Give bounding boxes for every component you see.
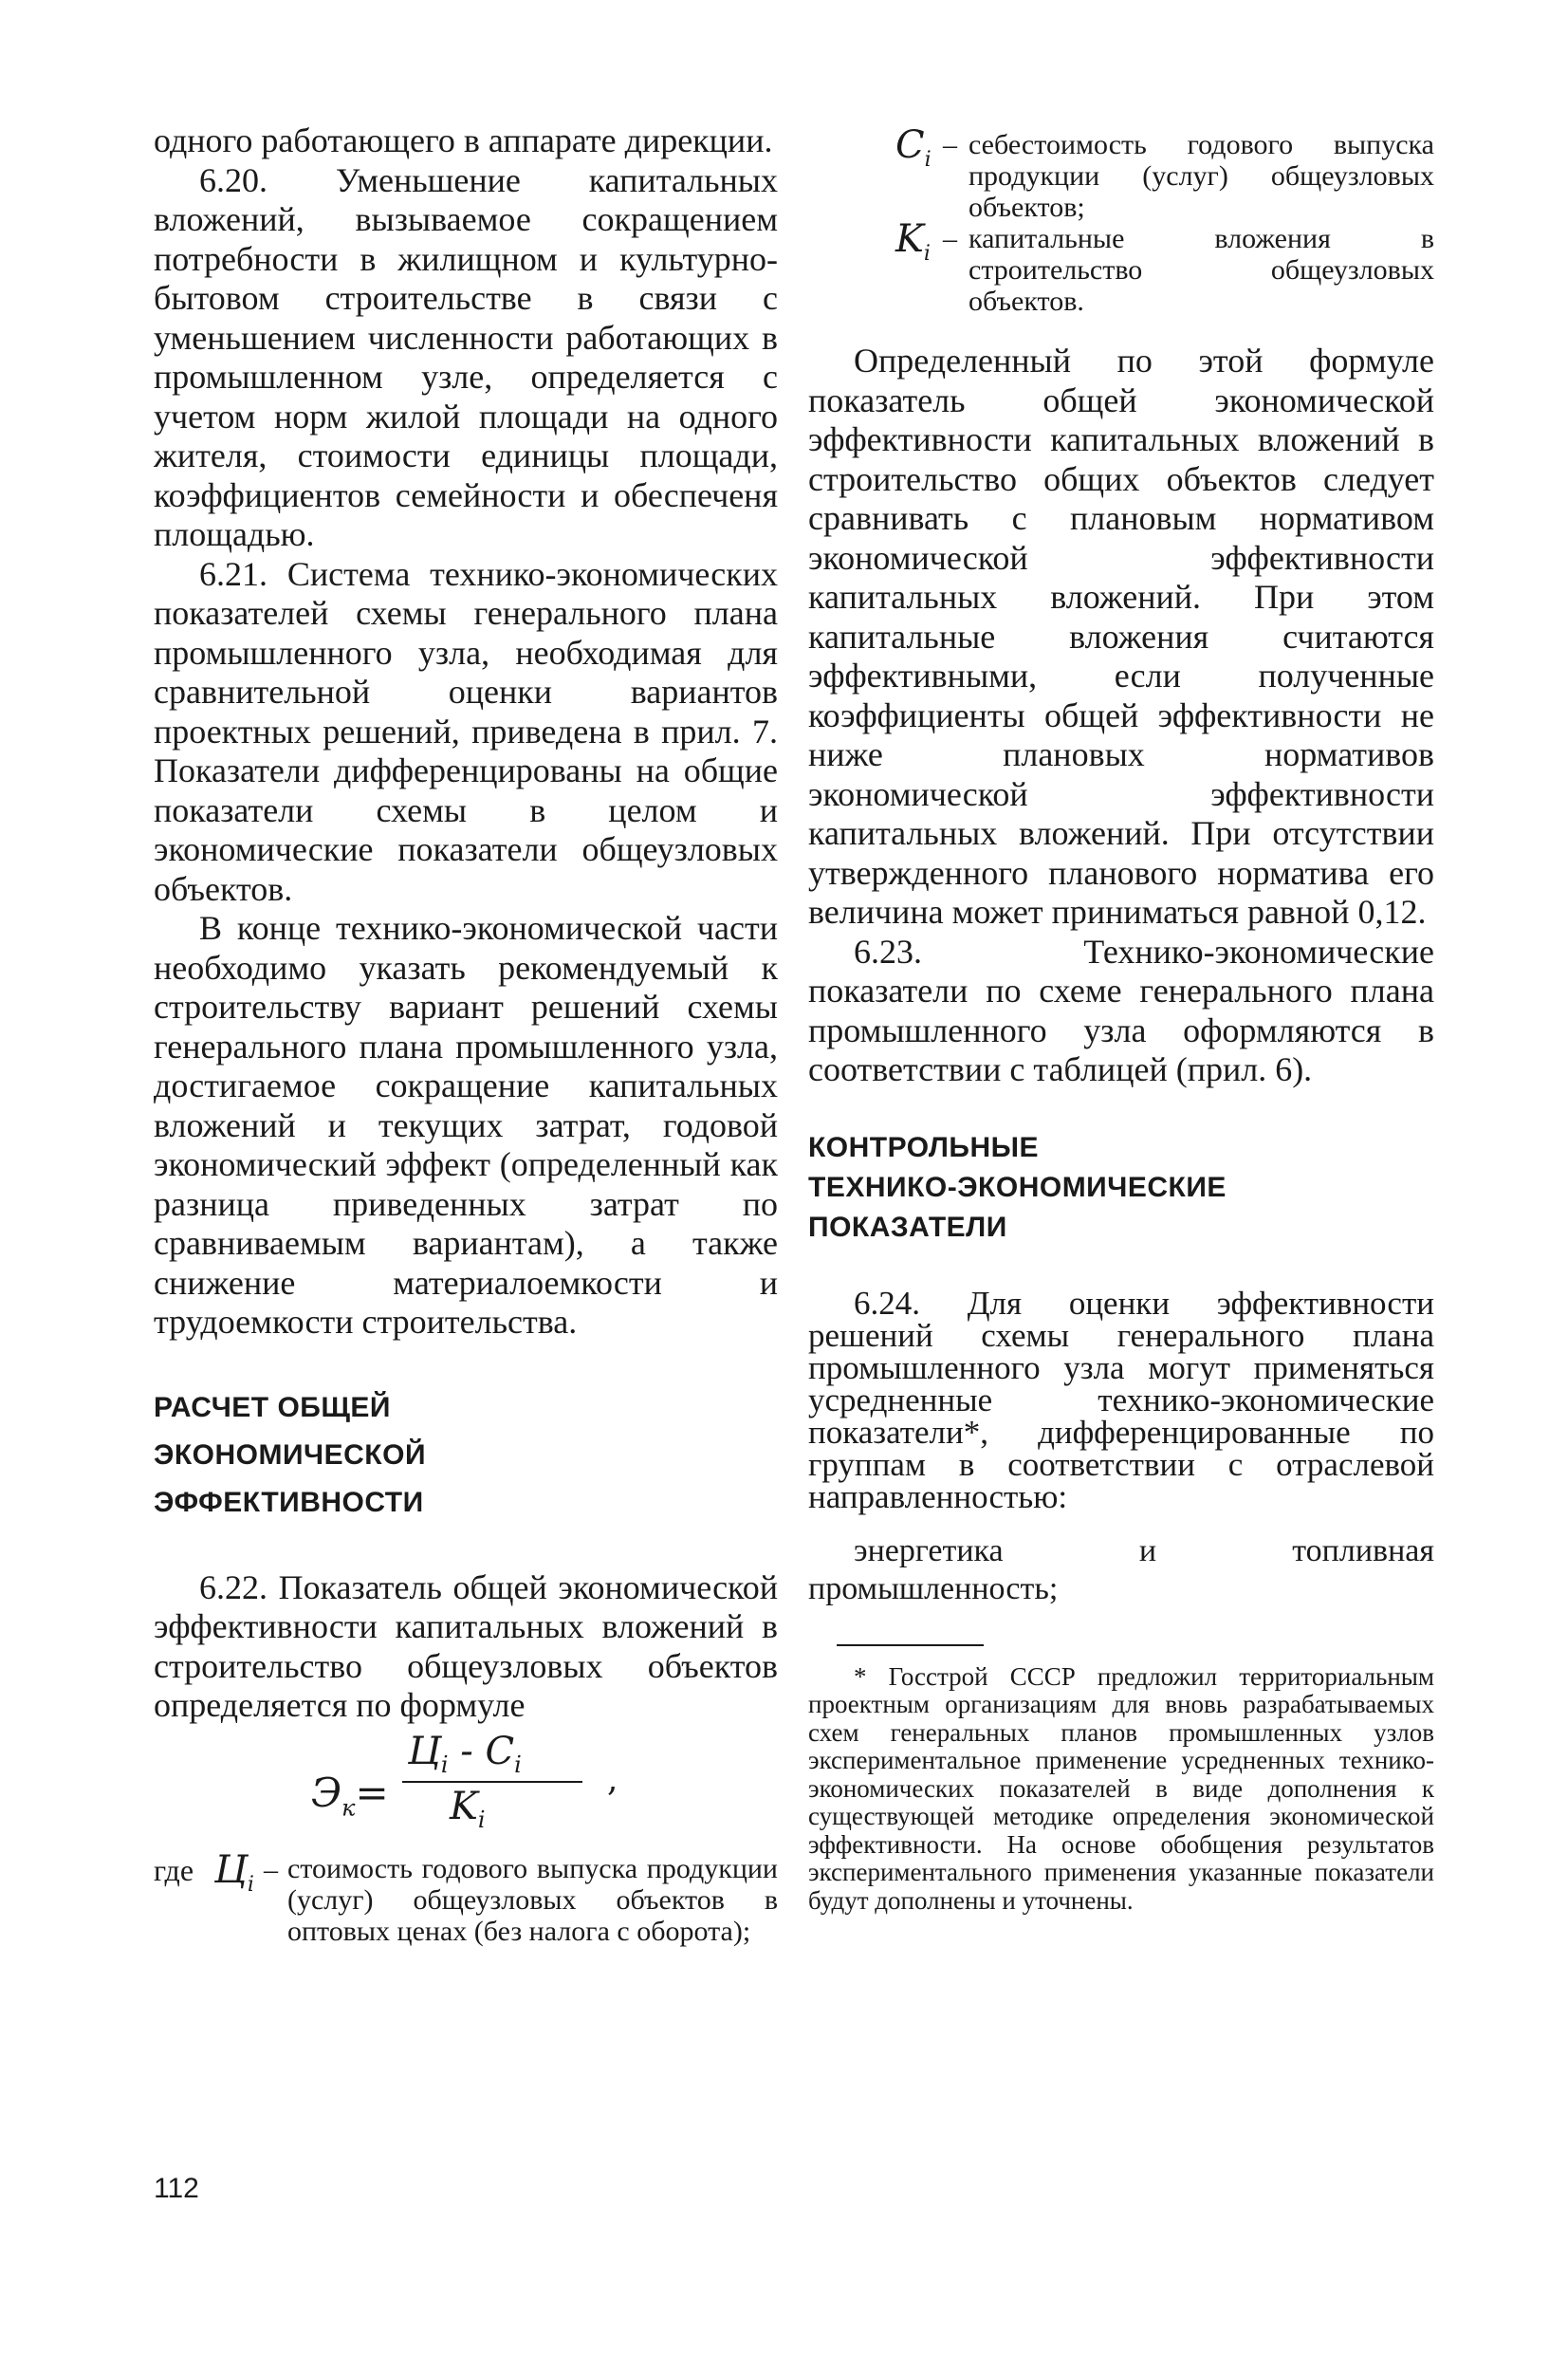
paragraph-6-24: 6.24. Для оценки эффективности решений схемы генерального плана промышленного узла могут применяться усредненные технико-экономические показатели*, дифференцированные по группам в соответствии с отраслевой направленностью: [808,1284,1434,1515]
definition-price [154,1847,778,1947]
paragraph-intro: одного работающего в аппарате дирекции. [154,121,773,159]
paragraph-6-23: 6.23. Технико-экономические показатели по схеме генерального плана промышленного узла оформляются в соответствии с таблицей (прил. 6). [808,932,1434,1088]
definition-text: капитальные вложения в строительство общеузловых объектов. [968,223,1434,317]
symbol-ci-cost: $C_i$ [895,123,932,172]
heading-line: ТЕХНИКО-ЭКОНОМИЧЕСКИЕ [808,1171,1227,1203]
dash: – [943,129,957,160]
section-heading-control [808,1128,1434,1248]
footnote: * Госстрой СССР предложил территориальным проектным организациям для вновь разрабатываемых схем генеральных планов промышленных узлов экспериментальное применение усредненных технико-экономических показателей в виде дополнения к существующей методике определения экономической эффективности. На основе обобщения результатов экспериментального применения указанные показатели будут дополнены и уточнены. [808,1661,1434,1915]
paragraph-comparison: Определенный по этой формуле показатель общей экономической эффективности капитальных вложений в строительство общих объектов следует сравнивать с плановым нормативом экономической эффективности капитальных вложений. При этом капитальные вложения считаются эффективными, если полученные коэффициенты общей эффективности не ниже плановых нормативов экономической эффективности капитальных вложений. При отсутствии утвержденного планового норматива его величина может приниматься равной 0,12. [808,342,1434,931]
paragraph-6-20: 6.20. Уменьшение капитальных вложений, вызываемое сокращением потребности в жилищном и культурно-бытовом строительстве в связи с уменьшением численности работающих в промышленном узле, определяется с учетом норм жилой площади на одного жителя, стоимости единицы площади, коэффициентов семейности и обеспеченя площадью. [154,160,778,553]
definition-cost [895,123,1434,223]
dash: – [263,1853,278,1885]
footnote-divider [837,1644,984,1646]
definition-text: стоимость годового выпуска продукции (услуг) общеузловых объектов в оптовых ценах (без налога с оборота); [286,1852,778,1947]
symbol-ki: $K_i$ [895,217,931,266]
page-number: 112 [154,2173,199,2204]
formula-comma: , [607,1759,618,1799]
right-column [808,123,1434,1915]
heading-line: ЭКОНОМИЧЕСКОЙ [154,1438,427,1471]
symbol-ci-price: $Ц_i$ [214,1847,254,1897]
definition-capital [895,217,1434,317]
where-label: где [154,1852,194,1887]
heading-line: ЭФФЕКТИВНОСТИ [154,1486,424,1518]
formula-numerator: $Ц_i - C_i$ [408,1729,522,1778]
fraction-bar [402,1781,582,1783]
paragraph-6-22: 6.22. Показатель общей экономической эффективности капитальных вложений в строительство общеузловых объектов определяется по формуле [154,1567,778,1724]
paragraph-energy: энергетика и топливная промышленность; [808,1532,1434,1606]
section-heading-calculation [154,1384,778,1527]
left-column [154,121,778,1947]
paragraph-conclusion: В конце технико-экономической части необходимо указать рекомендуемый к строительству вариант решений схемы генерального плана промышленного узла, достигаемое сокращение капитальных вложений и текущих затрат, годовой экономический эффект (определенный как разница приведенных затрат по сравниваемым вариантам), а также снижение материалоемкости и трудоемкости строительства. [154,909,778,1341]
paragraph-6-21: 6.21. Система технико-экономических показателей схемы генерального плана промышленного узла, необходимая для сравнительной оценки вариантов проектных решений, приведена в прил. 7. Показатели дифференцированы на общие показатели схемы в целом и экономические показатели общеузловых объектов. [154,554,778,908]
heading-line: ПОКАЗАТЕЛИ [808,1211,1007,1243]
heading-line: КОНТРОЛЬНЫЕ [808,1131,1039,1163]
formula-denominator: $K_i$ [450,1784,486,1833]
heading-line: РАСЧЕТ ОБЩЕЙ [154,1391,391,1423]
definition-text: себестоимость годового выпуска продукции (услуг) общеузловых объектов; [968,129,1434,223]
formula-efficiency [154,1730,778,1844]
dash: – [943,223,957,254]
formula-lhs: $Э_к=$ [311,1769,389,1821]
